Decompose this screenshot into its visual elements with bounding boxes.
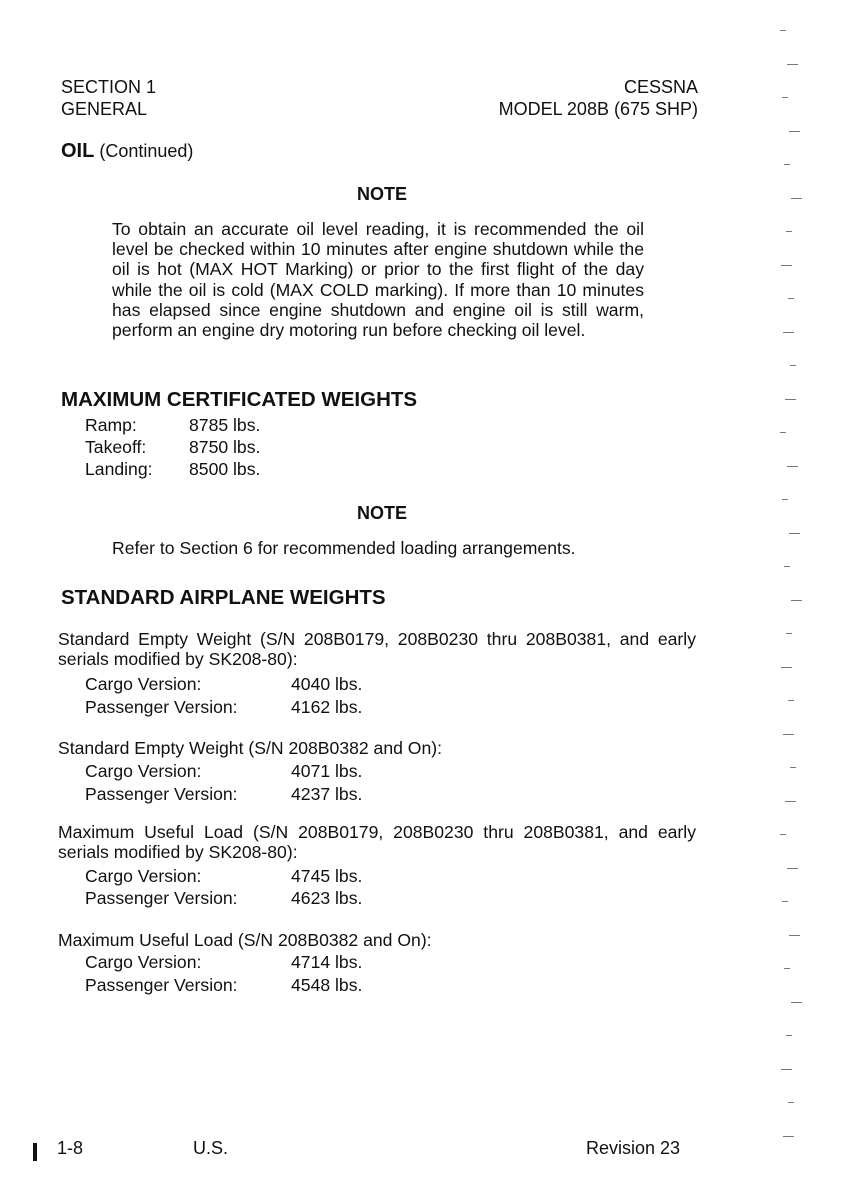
weight-value: 8750 lbs. bbox=[189, 437, 261, 457]
section-header bbox=[61, 76, 156, 120]
weight-label: Cargo Version: bbox=[85, 952, 202, 972]
revision-label: Revision 23 bbox=[586, 1138, 681, 1158]
std-weights-heading: STANDARD AIRPLANE WEIGHTS bbox=[61, 586, 386, 609]
weight-value: 4237 lbs. bbox=[291, 784, 363, 804]
scan-mark bbox=[787, 868, 798, 869]
manufacturer: CESSNA bbox=[623, 77, 698, 97]
weight-label: Passenger Version: bbox=[85, 784, 238, 804]
section-title: GENERAL bbox=[61, 99, 148, 119]
oil-heading bbox=[61, 140, 193, 163]
scan-mark bbox=[781, 667, 792, 668]
scan-mark bbox=[784, 968, 790, 969]
scan-mark bbox=[788, 298, 794, 299]
weight-group-heading: Maximum Useful Load (S/N 208B0179, 208B0230 thru 208B0381, and early serials modified by SK208-80): bbox=[58, 822, 696, 862]
revision-bar bbox=[33, 1143, 37, 1161]
weight-value: 4040 lbs. bbox=[291, 674, 363, 694]
manual-header bbox=[499, 76, 698, 120]
weight-value: 8500 lbs. bbox=[189, 459, 261, 479]
scan-mark bbox=[783, 332, 794, 333]
scan-mark bbox=[785, 399, 796, 400]
scan-mark bbox=[788, 1102, 794, 1103]
weight-value: 4714 lbs. bbox=[291, 952, 363, 972]
oil-continued: (Continued) bbox=[99, 141, 194, 161]
weight-group-heading: Standard Empty Weight (S/N 208B0179, 208B0230 thru 208B0381, and early serials modified by SK208-80): bbox=[58, 629, 696, 669]
weight-value: 4162 lbs. bbox=[291, 697, 363, 717]
weight-label: Takeoff: bbox=[85, 437, 147, 457]
scan-mark bbox=[790, 365, 796, 366]
note-text: To obtain an accurate oil level reading, it is recommended the oil level be checked within 10 minutes after engine shutdown while the oil is hot (MAX HOT Marking) or prior to the first flight of the day while the oil is cold (MAX COLD marking). If more than 10 minutes has elapsed since engine shutdown and engine oil is still warm, perform an engine dry motoring run before checking oil level. bbox=[112, 219, 644, 341]
note-title: NOTE bbox=[356, 503, 407, 523]
scan-mark bbox=[783, 734, 794, 735]
max-weights-heading: MAXIMUM CERTIFICATED WEIGHTS bbox=[61, 388, 418, 411]
weight-value: 4548 lbs. bbox=[291, 975, 363, 995]
weight-label: Passenger Version: bbox=[85, 975, 238, 995]
scan-mark bbox=[787, 64, 798, 65]
scan-mark bbox=[789, 533, 800, 534]
section-number: SECTION 1 bbox=[61, 77, 157, 97]
weight-value: 4623 lbs. bbox=[291, 888, 363, 908]
scan-mark bbox=[781, 265, 792, 266]
note-title: NOTE bbox=[356, 184, 407, 204]
weight-value: 8785 lbs. bbox=[189, 415, 261, 435]
scan-mark bbox=[786, 633, 792, 634]
scan-mark bbox=[790, 767, 796, 768]
scan-mark bbox=[783, 1136, 794, 1137]
model: MODEL 208B (675 SHP) bbox=[498, 99, 698, 119]
scan-mark bbox=[791, 600, 802, 601]
scan-mark bbox=[781, 1069, 792, 1070]
scan-mark bbox=[784, 164, 790, 165]
region-label: U.S. bbox=[193, 1138, 229, 1158]
weight-label: Cargo Version: bbox=[85, 761, 202, 781]
weight-label: Passenger Version: bbox=[85, 888, 238, 908]
weight-label: Cargo Version: bbox=[85, 866, 202, 886]
weight-label: Landing: bbox=[85, 459, 153, 479]
scan-mark bbox=[786, 231, 792, 232]
weight-value: 4071 lbs. bbox=[291, 761, 363, 781]
scan-mark bbox=[780, 834, 786, 835]
scan-mark bbox=[785, 801, 796, 802]
oil-title: OIL bbox=[61, 140, 95, 162]
scan-mark bbox=[788, 700, 794, 701]
scan-mark bbox=[780, 30, 786, 31]
scan-mark bbox=[791, 198, 802, 199]
scan-mark bbox=[786, 1035, 792, 1036]
weight-group-heading: Maximum Useful Load (S/N 208B0382 and On): bbox=[58, 930, 432, 950]
weight-label: Ramp: bbox=[85, 415, 137, 435]
weight-label: Cargo Version: bbox=[85, 674, 202, 694]
scan-edge-marks bbox=[772, 20, 852, 1180]
scan-mark bbox=[782, 499, 788, 500]
scan-mark bbox=[787, 466, 798, 467]
scan-mark bbox=[789, 131, 800, 132]
scan-mark bbox=[782, 97, 788, 98]
scan-mark bbox=[780, 432, 786, 433]
scan-mark bbox=[784, 566, 790, 567]
note-text: Refer to Section 6 for recommended loading arrangements. bbox=[112, 538, 576, 558]
page-number: 1-8 bbox=[57, 1138, 84, 1158]
weight-group-heading: Standard Empty Weight (S/N 208B0382 and On): bbox=[58, 738, 443, 758]
scan-mark bbox=[791, 1002, 802, 1003]
scan-mark bbox=[782, 901, 788, 902]
weight-value: 4745 lbs. bbox=[291, 866, 363, 886]
scan-mark bbox=[789, 935, 800, 936]
weight-label: Passenger Version: bbox=[85, 697, 238, 717]
